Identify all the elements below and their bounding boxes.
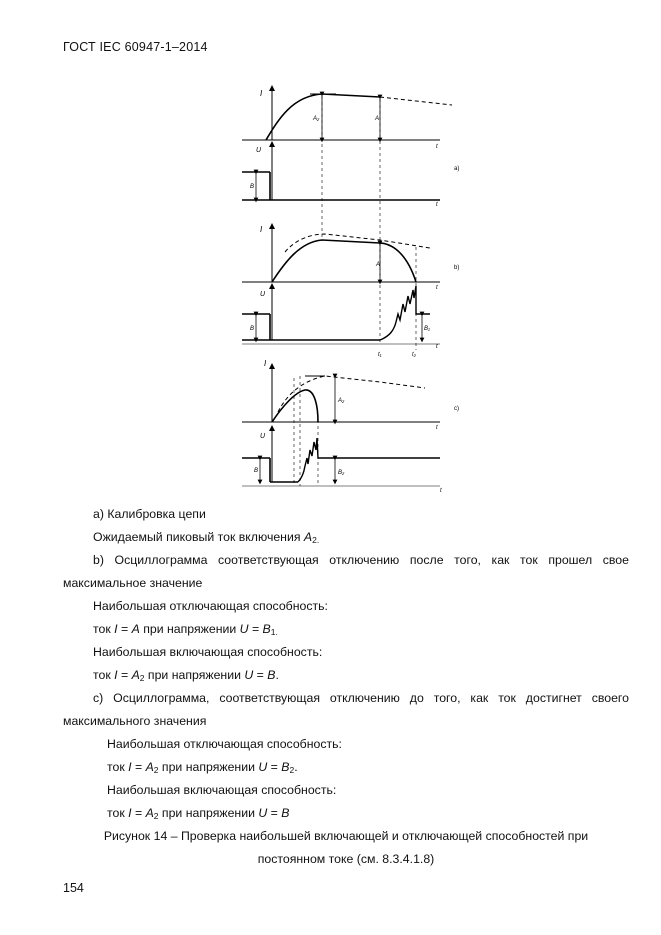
label-time-b1: t [436, 285, 438, 291]
label-voltage-a: U [256, 147, 262, 154]
label-B2-c: B₂ [338, 470, 345, 476]
a-description: Ожидаемый пиковый ток включения $A_{2.}$ [93, 530, 320, 545]
panel-label-b: b) [454, 265, 460, 271]
label-time-b2: t [436, 344, 438, 350]
label-time-a2: t [436, 202, 438, 208]
panel-a-current [242, 88, 452, 140]
reference-dashed-lines [294, 96, 416, 486]
c-make-label: Наибольшая включающая способность: [107, 783, 337, 797]
panel-c-voltage [242, 428, 440, 486]
label-current-b: I [260, 225, 263, 234]
label-A2-a: A₂ [313, 116, 320, 122]
page-header: ГОСТ IEC 60947-1–2014 [63, 40, 208, 54]
panel-c-current [242, 366, 440, 422]
c-title-line1: c) Осциллограмма, соответствующая отключению до того, как ток достигнет своего [93, 691, 629, 705]
c-break-label: Наибольшая отключающая способность: [107, 737, 342, 751]
label-A-b: A [376, 262, 381, 268]
b-break-label: Наибольшая отключающая способность: [93, 599, 328, 613]
c-title-line2: максимального значения [63, 714, 207, 728]
b-make-formula: ток $I = A_2$ при напряжении U = B. [93, 668, 279, 683]
label-voltage-b: U [260, 291, 266, 298]
page-number: 154 [63, 881, 84, 895]
label-t1: t₁ [378, 352, 382, 358]
b-title-line1: b) Осциллограмма соответствующая отключению после того, как ток прошел свое [93, 553, 629, 567]
c-break-formula: ток $I = A_2$ при напряжении $U = B_2$. [107, 760, 298, 775]
figure-caption-line2: постоянном токе (см. 8.3.4.1.8) [257, 852, 435, 866]
b-title-line2: максимальное значение [63, 576, 203, 590]
label-time-c2: t [440, 488, 442, 494]
label-current-c: I [264, 359, 267, 368]
panel-b-current [242, 226, 440, 282]
panel-a-voltage [242, 144, 440, 200]
label-A-a: A [375, 116, 380, 122]
label-A2-c: A₂ [338, 398, 345, 404]
oscillogram-figure [230, 82, 470, 498]
label-time-a1: t [436, 144, 438, 150]
c-make-formula: ток $I = A_2$ при напряжении U = B [107, 806, 290, 821]
label-B1-b: B₁ [424, 326, 430, 332]
figure-caption-line1: Рисунок 14 – Проверка наибольшей включающей и отключающей способностей при [103, 829, 589, 843]
label-B-a: B [250, 184, 255, 190]
panel-b-voltage [242, 286, 440, 344]
panel-label-c: c) [454, 406, 459, 412]
b-break-formula: ток I = A при напряжении $U = B_{1.}$ [93, 622, 278, 637]
label-B-c: B [254, 468, 259, 474]
label-t2: t₂ [412, 352, 416, 358]
a-title: а) Калибровка цепи [93, 507, 206, 521]
label-current-a: I [260, 89, 263, 98]
label-time-c1: t [436, 425, 438, 431]
panel-label-a: a) [454, 166, 460, 172]
label-voltage-c: U [260, 433, 266, 440]
label-B-b: B [250, 326, 255, 332]
b-make-label: Наибольшая включающая способность: [93, 645, 323, 659]
